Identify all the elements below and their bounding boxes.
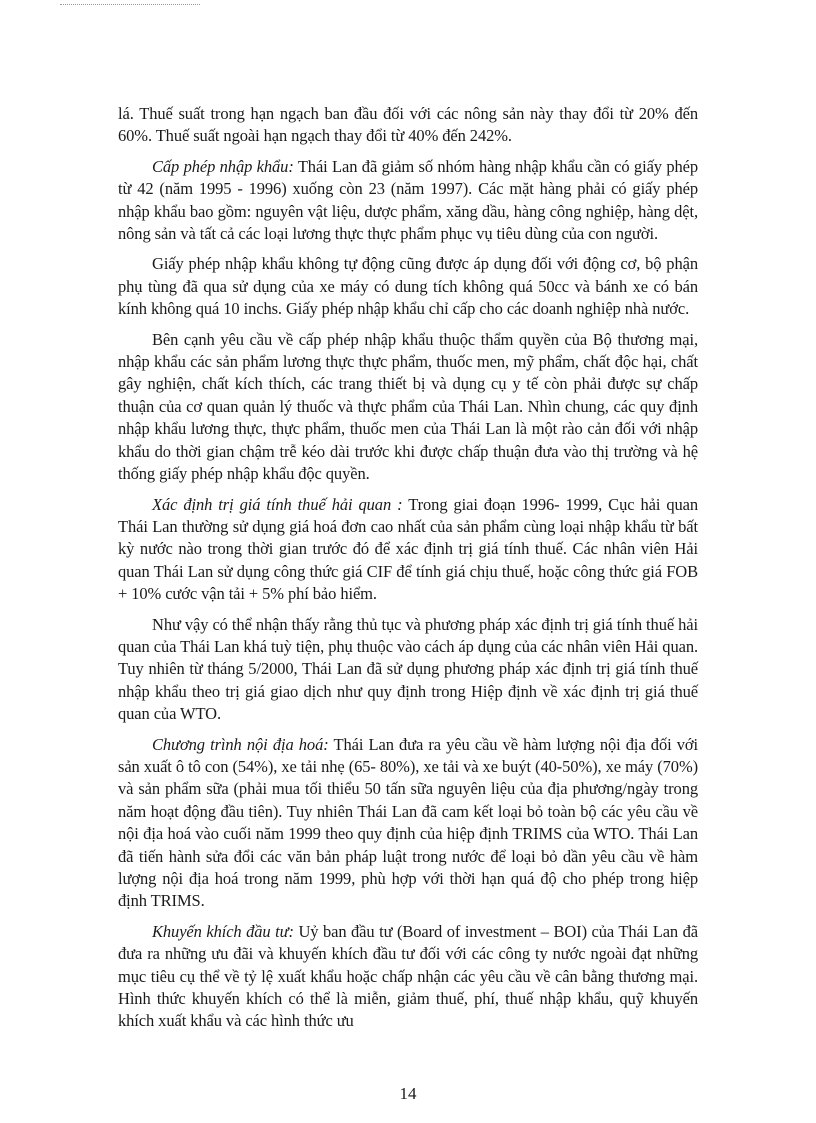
paragraph	[118, 734, 698, 913]
paragraph	[118, 921, 698, 1033]
paragraph	[118, 103, 698, 148]
paragraph-lead: Chương trình nội địa hoá:	[152, 734, 329, 754]
paragraph-text: lá. Thuế suất trong hạn ngạch ban đầu đối với các nông sản này thay đổi từ 20% đến 60%. Thuế suất ngoài hạn ngạch thay đổi từ 40% đến 242%.	[118, 104, 698, 146]
page-number: 14	[399, 1084, 417, 1103]
paragraph	[118, 329, 698, 486]
body-text	[118, 103, 698, 1041]
paragraph-text: Thái Lan đã giảm số nhóm hàng nhập khẩu cần có giấy phép từ 42 (năm 1995 - 1996) xuống còn 23 (năm 1997). Các mặt hàng phải có giấy phép nhập khẩu bao gồm: nguyên vật liệu, dược phẩm, xăng dầu, hàng công nghiệp, hàng dệt, nông sản và tất cả các loại lương thực thực phẩm phục vụ tiêu dùng của con người.	[118, 156, 699, 244]
paragraph	[118, 494, 698, 606]
paragraph-lead: Xác định trị giá tính thuế hải quan :	[152, 494, 403, 514]
paragraph-text: Bên cạnh yêu cầu về cấp phép nhập khẩu thuộc thẩm quyền của Bộ thương mại, nhập khẩu các sản phẩm lương thực thực phẩm, thuốc men, mỹ phẩm, chất độc hại, chất gây nghiện, chất kích thích, các trang thiết bị và dụng cụ y tế còn phải được sự chấp thuận của cơ quan quản lý thuốc và thực phẩm của Thái Lan. Nhìn chung, các quy định nhập khẩu lương thực, thực phẩm, thuốc men của Thái Lan là một rào cản đối với nhập khẩu do thời gian chậm trễ kéo dài trước khi được chấp thuận đưa vào thị trường và hệ thống giấy phép nhập khẩu độc quyền.	[118, 329, 698, 484]
scan-artifact	[60, 4, 200, 7]
paragraph-lead: Khuyến khích đầu tư:	[152, 921, 294, 941]
paragraph-text: Như vậy có thể nhận thấy rằng thủ tục và phương pháp xác định trị giá tính thuế hải quan của Thái Lan khá tuỳ tiện, phụ thuộc vào cách áp dụng của các nhân viên Hải quan. Tuy nhiên từ tháng 5/2000, Thái Lan đã sử dụng phương pháp xác định trị giá tính thuế nhập khẩu theo trị giá giao dịch như quy định trong Hiệp định về xác định trị giá thuế quan của WTO.	[118, 614, 698, 724]
paragraph-text: Giấy phép nhập khẩu không tự động cũng được áp dụng đối với động cơ, bộ phận phụ tùng đã qua sử dụng của xe máy có dung tích không quá 50cc và bánh xe có bán kính không quá 10 inchs. Giấy phép nhập khẩu chỉ cấp cho các doanh nghiệp nhà nước.	[118, 254, 698, 319]
paragraph-text: Uỷ ban đầu tư (Board of investment – BOI) của Thái Lan đã đưa ra những ưu đãi và khuyến khích đầu tư đối với các công ty nước ngoài đạt những mục tiêu cụ thể về tỷ lệ xuất khẩu hoặc chấp nhận các yêu cầu về cân bằng thương mại. Hình thức khuyến khích có thể là miễn, giảm thuế, phí, thuế nhập khẩu, quỹ khuyến khích xuất khẩu và các hình thức ưu	[118, 921, 699, 1031]
paragraph	[118, 156, 698, 246]
paragraph-text: Thái Lan đưa ra yêu cầu về hàm lượng nội địa đối với sản xuất ô tô con (54%), xe tải nhẹ (65- 80%), xe tải và xe buýt (40-50%), xe máy (70%) và sản phẩm sữa (phải mua tối thiểu 50 tấn sữa nguyên liệu của địa phương/ngày trong năm hoạt động đầu tiên). Tuy nhiên Thái Lan đã cam kết loại bỏ toàn bộ các yêu cầu về nội địa hoá vào cuối năm 1999 theo quy định của hiệp định TRIMS của WTO. Thái Lan đã tiến hành sửa đổi các văn bản pháp luật trong nước để loại bỏ dần yêu cầu về hàm lượng nội địa hoá trong năm 1999, phù hợp với thời hạn quá độ cho phép trong hiệp định TRIMS.	[118, 734, 698, 911]
paragraph-lead: Cấp phép nhập khẩu:	[152, 156, 294, 176]
paragraph	[118, 253, 698, 320]
paragraph-text: Trong giai đoạn 1996- 1999, Cục hải quan Thái Lan thường sử dụng giá hoá đơn cao nhất của sản phẩm cùng loại nhập khẩu từ bất kỳ nước nào trong thời gian trước đó để xác định trị giá tính thuế. Các nhân viên Hải quan Thái Lan sử dụng công thức giá CIF để tính giá chịu thuế, hoặc công thức giá FOB + 10% cước vận tải + 5% phí bảo hiểm.	[118, 494, 698, 604]
paragraph	[118, 614, 698, 726]
